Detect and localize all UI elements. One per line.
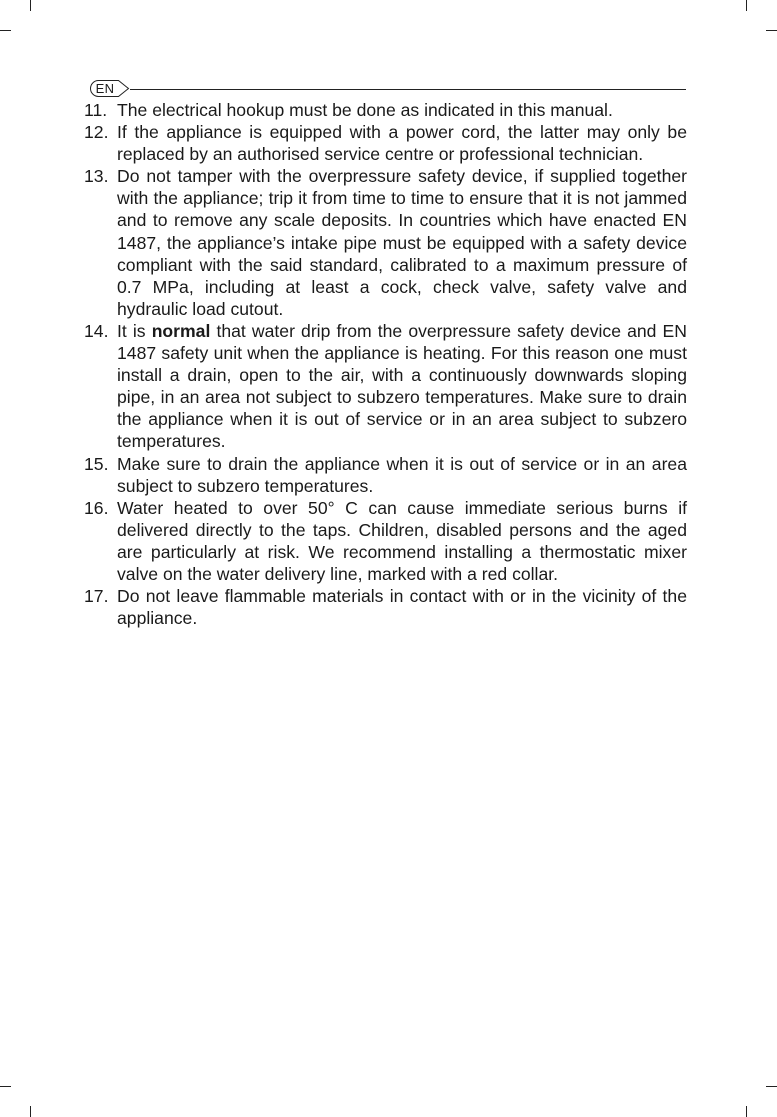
crop-mark-right-top	[766, 30, 777, 31]
item-text	[117, 321, 687, 451]
list-item	[84, 165, 687, 320]
item-number: 16.	[84, 497, 109, 518]
language-badge-label: EN	[95, 81, 115, 96]
safety-instructions-list	[84, 99, 687, 629]
item-number: 12.	[84, 122, 109, 143]
crop-mark-bottom-left	[30, 1106, 31, 1117]
item-number: 17.	[84, 586, 109, 607]
item-text-after: that water drip from the overpressure safety device and EN 1487 safety unit when the appliance is heating. For this reason one must install a drain, open to the air, with a continuously downwards sloping pipe, in an area not subject to subzero temperatures. Make sure to drain the appliance when it is out of service or in an area subject to subzero temperatures.	[117, 320, 687, 452]
crop-mark-top-right	[746, 0, 747, 11]
item-number: 11.	[84, 100, 108, 120]
list-item	[84, 585, 687, 629]
item-text: Do not leave flammable materials in contact with or in the vicinity of the appliance.	[117, 586, 687, 629]
item-text: Do not tamper with the overpressure safety device, if supplied together with the appliance; trip it from time to time to ensure that it is not jammed and to remove any scale deposits. In countries which have enacted EN 1487, the appliance’s intake pipe must be equipped with a safety device compliant with the said standard, calibrated to a maximum pressure of 0.7 MPa, including at least a cock, check valve, safety valve and hydraulic load cutout.	[117, 166, 687, 319]
item-text: If the appliance is equipped with a power cord, the latter may only be replaced by an authorised service centre or professional technician.	[117, 122, 687, 165]
item-text: The electrical hookup must be done as indicated in this manual.	[117, 100, 613, 120]
crop-mark-bottom-right	[746, 1106, 747, 1117]
item-number: 15.	[84, 453, 109, 474]
list-item	[84, 497, 687, 585]
list-item	[84, 121, 687, 165]
list-item	[84, 99, 687, 121]
item-text-before: It is	[117, 320, 152, 341]
list-item	[84, 453, 687, 497]
crop-mark-left-bottom	[0, 1086, 11, 1087]
crop-mark-right-bottom	[766, 1086, 777, 1087]
crop-mark-top-left	[30, 0, 31, 11]
item-number: 13.	[84, 166, 109, 187]
item-text-emphasis: normal	[151, 320, 211, 341]
page-header	[90, 80, 686, 100]
item-text: Water heated to over 50° C can cause immediate serious burns if delivered directly to the taps. Children, disabled persons and the aged are particularly at risk. We recommend installing a thermostatic mixer valve on the water delivery line, marked with a red collar.	[117, 497, 687, 584]
item-text: Make sure to drain the appliance when it is out of service or in an area subject to subzero temperatures.	[117, 453, 687, 496]
list-item	[84, 320, 687, 453]
crop-mark-left-top	[0, 30, 11, 31]
item-number: 14.	[84, 320, 109, 341]
header-rule	[130, 89, 686, 90]
language-badge	[90, 80, 124, 97]
